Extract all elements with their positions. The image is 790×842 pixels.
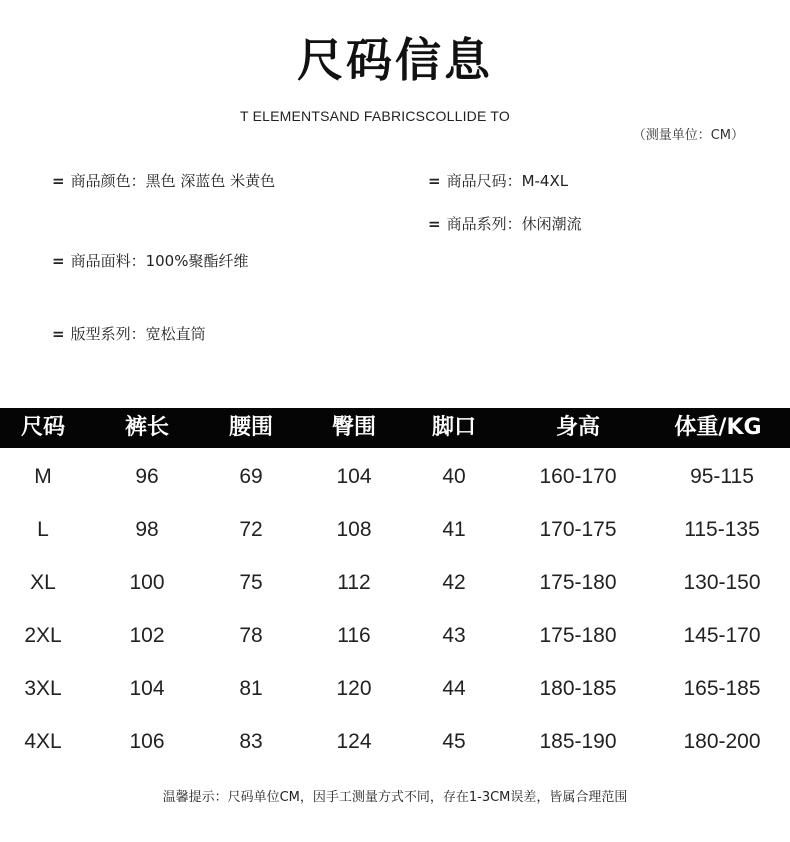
cell-waist: 81	[239, 677, 263, 700]
cell-height: 180-185	[539, 677, 617, 700]
cell-waist: 72	[239, 518, 263, 541]
cell-length: 104	[129, 677, 165, 700]
cell-height: 175-180	[539, 571, 617, 594]
cell-waist: 83	[239, 730, 263, 753]
bullet-icon: =	[428, 215, 441, 233]
measurement-unit-note: （测量单位：CM）	[632, 128, 744, 143]
cell-length: 96	[135, 465, 159, 488]
spec-color-text: 商品颜色：黑色 深蓝色 米黄色	[70, 172, 276, 190]
bullet-icon: =	[52, 172, 65, 190]
cell-weight: 145-170	[683, 624, 761, 647]
cell-hip: 112	[337, 571, 371, 594]
header-size: 尺码	[20, 415, 66, 440]
cell-waist: 69	[239, 465, 263, 488]
cell-length: 98	[135, 518, 159, 541]
cell-waist: 78	[239, 624, 263, 647]
spec-series	[428, 213, 582, 234]
header-length: 裤长	[124, 415, 170, 440]
cell-weight: 95-115	[690, 465, 754, 488]
footer-tip: 温馨提示：尺码单位CM，因手工测量方式不同，存在1-3CM误差，皆属合理范围	[162, 790, 628, 805]
bullet-icon: =	[52, 252, 65, 270]
table-row	[0, 503, 790, 556]
spec-size-text: 商品尺码：M-4XL	[446, 172, 569, 190]
cell-size: M	[34, 465, 52, 488]
cell-length: 102	[129, 624, 165, 647]
cell-weight: 165-185	[683, 677, 761, 700]
spec-fit-text: 版型系列：宽松直筒	[70, 325, 206, 343]
cell-size: 3XL	[24, 677, 62, 700]
header-weight: 体重/KG	[674, 415, 762, 440]
cell-hip: 120	[336, 677, 372, 700]
cell-waist: 75	[239, 571, 263, 594]
cell-hip: 124	[336, 730, 372, 753]
cell-size: 4XL	[24, 730, 62, 753]
table-row	[0, 715, 790, 768]
cell-leg-opening: 41	[442, 518, 466, 541]
cell-size: XL	[30, 571, 56, 594]
bullet-icon: =	[52, 325, 65, 343]
spec-color	[52, 170, 275, 191]
spec-size	[428, 170, 568, 191]
spec-series-text: 商品系列：休闲潮流	[446, 215, 582, 233]
size-table-header	[0, 408, 790, 448]
cell-weight: 180-200	[683, 730, 761, 753]
cell-hip: 108	[336, 518, 372, 541]
cell-length: 106	[129, 730, 165, 753]
cell-hip: 104	[336, 465, 372, 488]
cell-size: 2XL	[24, 624, 62, 647]
table-row	[0, 450, 790, 503]
cell-hip: 116	[337, 624, 371, 647]
cell-weight: 115-135	[684, 518, 760, 541]
header-leg-opening: 脚口	[431, 415, 477, 440]
cell-length: 100	[129, 571, 165, 594]
cell-leg-opening: 40	[442, 465, 466, 488]
cell-leg-opening: 43	[442, 624, 466, 647]
bullet-icon: =	[428, 172, 441, 190]
spec-fit	[52, 323, 206, 344]
spec-fabric	[52, 250, 248, 271]
cell-leg-opening: 42	[442, 571, 466, 594]
header-hip: 臀围	[331, 415, 377, 440]
table-row	[0, 662, 790, 715]
spec-fabric-text: 商品面料：100%聚酯纤维	[70, 252, 249, 270]
cell-size: L	[37, 518, 49, 541]
cell-leg-opening: 44	[442, 677, 466, 700]
cell-height: 170-175	[539, 518, 617, 541]
cell-height: 160-170	[539, 465, 617, 488]
page-subtitle: T ELEMENTSAND FABRICSCOLLIDE TO	[240, 108, 510, 124]
table-row	[0, 556, 790, 609]
cell-weight: 130-150	[683, 571, 761, 594]
page-title: 尺码信息	[297, 33, 493, 87]
table-row	[0, 609, 790, 662]
cell-height: 185-190	[539, 730, 617, 753]
header-waist: 腰围	[228, 415, 274, 440]
cell-leg-opening: 45	[442, 730, 466, 753]
header-height: 身高	[555, 415, 601, 440]
cell-height: 175-180	[539, 624, 617, 647]
